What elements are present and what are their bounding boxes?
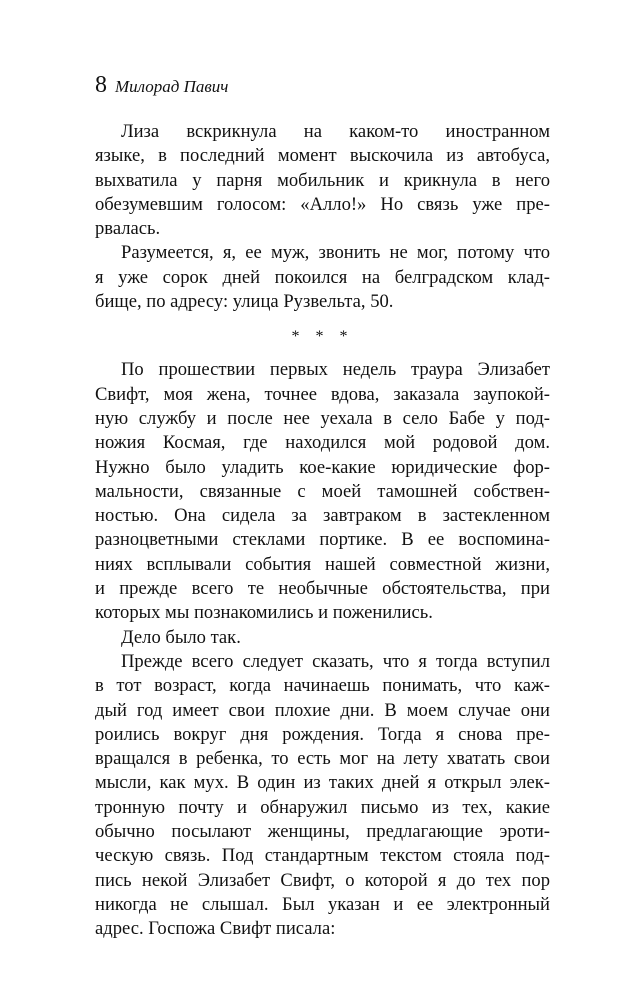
text-line: Нужно было уладить кое-какие юридические фор- (95, 456, 550, 478)
text-line: выхватила у парня мобильник и крикнула в него (95, 169, 550, 191)
running-head (95, 70, 550, 100)
text-line: мальности, связанные с моей тамошней собствен- (95, 480, 550, 502)
text-line: мысли, как мух. В один из таких дней я открыл элек- (95, 772, 550, 794)
page-number: 8 (95, 72, 107, 98)
text-line: я уже сорок дней покоился на белградском клад- (95, 266, 550, 288)
text-line: тронную почту и обнаружил письмо из тех, какие (95, 796, 550, 818)
text-line: ножия Космая, где находился мой родовой дом. (95, 432, 550, 454)
text-line: Лиза вскрикнула на каком-то иностранном (121, 121, 550, 142)
text-line: ную службу и после нее уехала в село Бабе у под- (95, 407, 550, 429)
text-line: дый год имеет свои плохие дни. В моем случае они (95, 699, 550, 721)
text-line: ностью. Она сидела за завтраком в застекленном (95, 505, 550, 527)
text-line: и прежде всего те необычные обстоятельства, при (95, 578, 550, 600)
text-line: обычно посылают женщины, предлагающие эроти- (95, 821, 550, 843)
text-line: Разумеется, я, ее муж, звонить не мог, потому что (121, 242, 550, 264)
text-line: рвалась. (95, 218, 161, 240)
running-head-author: Милорад Павич (115, 77, 229, 96)
text-line: никогда не слышал. Был указан и ее электронный (95, 893, 550, 915)
book-page (95, 70, 550, 942)
text-line: языке, в последний момент выскочила из автобуса, (95, 145, 550, 167)
text-line: адрес. Госпожа Свифт писала: (95, 918, 336, 940)
text-line: Свифт, моя жена, точнее вдова, заказала заупокой- (95, 383, 550, 405)
text-line: бище, по адресу: улица Рузвельта, 50. (95, 291, 394, 313)
text-line: ниях всплывали события нашей совместной жизни, (95, 553, 550, 575)
paragraph-1 (95, 120, 550, 241)
text-line: разноцветными стеклами портике. В ее воспомина- (95, 529, 550, 551)
paragraph-2 (95, 241, 550, 314)
text-line: Дело было так. (121, 626, 241, 648)
text-line: По прошествии первых недель траура Элизабет (121, 359, 550, 381)
text-line: вращался в ребенка, то есть мог на лету хватать свои (95, 748, 550, 770)
text-line: роились вокруг дня рождения. Тогда я снова пре- (95, 723, 550, 745)
section-separator: * * * (291, 328, 354, 346)
paragraph-5 (95, 650, 550, 942)
text-line: которых мы познакомились и поженились. (95, 602, 433, 624)
text-line: обезумевшим голосом: «Алло!» Но связь уже пре- (95, 193, 550, 215)
text-line: в тот возраст, когда начинаешь понимать, что каж- (95, 675, 550, 697)
text-line: пись некой Элизабет Свифт, о которой я до тех пор (95, 869, 550, 891)
text-line: Прежде всего следует сказать, что я тогда вступил (121, 650, 550, 672)
text-line: ческую связь. Под стандартным текстом стояла под- (95, 845, 550, 867)
paragraph-3 (95, 358, 550, 625)
paragraph-4 (95, 626, 550, 650)
